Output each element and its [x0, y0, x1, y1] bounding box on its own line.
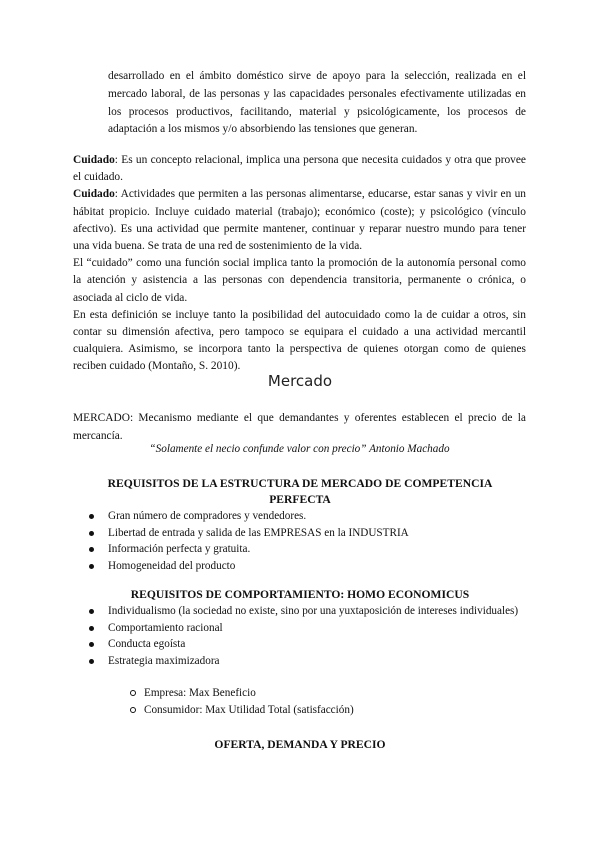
list-item: Gran número de compradores y vendedores.: [86, 508, 526, 525]
mercado-definition: MERCADO: Mecanismo mediante el que demandantes y oferentes establecen el precio de la mercancía.: [73, 412, 526, 442]
list-item: Homogeneidad del producto: [86, 558, 526, 575]
cuidado-term: Cuidado: [73, 154, 115, 166]
cuidado-definition-2: [73, 186, 526, 255]
list-item: Información perfecta y gratuita.: [86, 541, 526, 558]
bullet-icon: [89, 642, 94, 647]
heading-oferta: OFERTA, DEMANDA Y PRECIO: [214, 738, 386, 751]
cuidado-text: : Actividades que permiten a las personas alimentarse, educarse, estar sanas y vivir en un hábitat propicio. Incluye cuidado material (trabajo); económico (coste); y psicológico (vínculo afectivo). Es una actividad que permite mantener, continuar y reparar nuestro mundo para tener una vida buena. Se trata de una red de sostenimiento de la vida.: [73, 188, 526, 253]
list-item: Comportamiento racional: [86, 620, 526, 637]
bullet-icon: [89, 531, 94, 536]
definicion-paragraph: En esta definición se incluye tanto la posibilidad del autocuidado como la de cuidar a otros, sin contar su dimensión afectiva, pero tampoco se equipara el cuidado a una actividad mercantil cualquiera. Asimismo, se incorpora tanto la perspectiva de quienes otorgan como de quienes reciben cuidado (Montaño, S. 2010).: [73, 308, 526, 373]
section-title-mercado: Mercado: [267, 372, 333, 390]
bullet-icon: [89, 609, 94, 614]
bullet-icon: [89, 659, 94, 664]
cuidado-term: Cuidado: [73, 188, 115, 201]
heading-comportamiento: REQUISITOS DE COMPORTAMIENTO: HOMO ECONOMICUS: [130, 588, 470, 601]
list-item: Individualismo (la sociedad no existe, sino por una yuxtaposición de intereses individuales): [86, 603, 526, 620]
cuidado-definition-1: [73, 152, 526, 186]
list-item: Consumidor: Max Utilidad Total (satisfacción): [130, 702, 510, 719]
estrategia-sublist: [130, 685, 510, 718]
list-item: Estrategia maximizadora: [86, 653, 526, 670]
list-item: Conducta egoísta: [86, 636, 526, 653]
bullet-icon: [89, 514, 94, 519]
cuidado-section: [73, 152, 526, 376]
hollow-bullet-icon: [130, 690, 136, 696]
cuidado-text: : Es un concepto relacional, implica una persona que necesita cuidados y otra que provee el cuidado.: [73, 154, 526, 184]
intro-paragraph: desarrollado en el ámbito doméstico sirve de apoyo para la selección, realizada en el mercado laboral, de las personas y las capacidades personales efectivamente utilizadas en los procesos productivos, facilitando, material y psicológicamente, los procesos de adaptación a los mismos y/o absorbiendo las tensiones que generan.: [108, 70, 526, 136]
machado-quote: “Solamente el necio confunde valor con precio” Antonio Machado: [149, 443, 450, 455]
comportamiento-list: [86, 603, 526, 669]
list-item: Libertad de entrada y salida de las EMPRESAS en la INDUSTRIA: [86, 525, 526, 542]
bullet-icon: [89, 547, 94, 552]
funcion-social-paragraph: El “cuidado” como una función social implica tanto la promoción de la autonomía personal como la atención y asistencia a las personas con dependencia transitoria, permanente o crónica, o asociada al ciclo de vida.: [73, 257, 526, 304]
estructura-list: [86, 508, 526, 574]
bullet-icon: [89, 564, 94, 569]
bullet-icon: [89, 626, 94, 631]
hollow-bullet-icon: [130, 707, 136, 713]
list-item: Empresa: Max Beneficio: [130, 685, 510, 702]
heading-estructura: REQUISITOS DE LA ESTRUCTURA DE MERCADO DE COMPETENCIA PERFECTA: [107, 477, 493, 506]
